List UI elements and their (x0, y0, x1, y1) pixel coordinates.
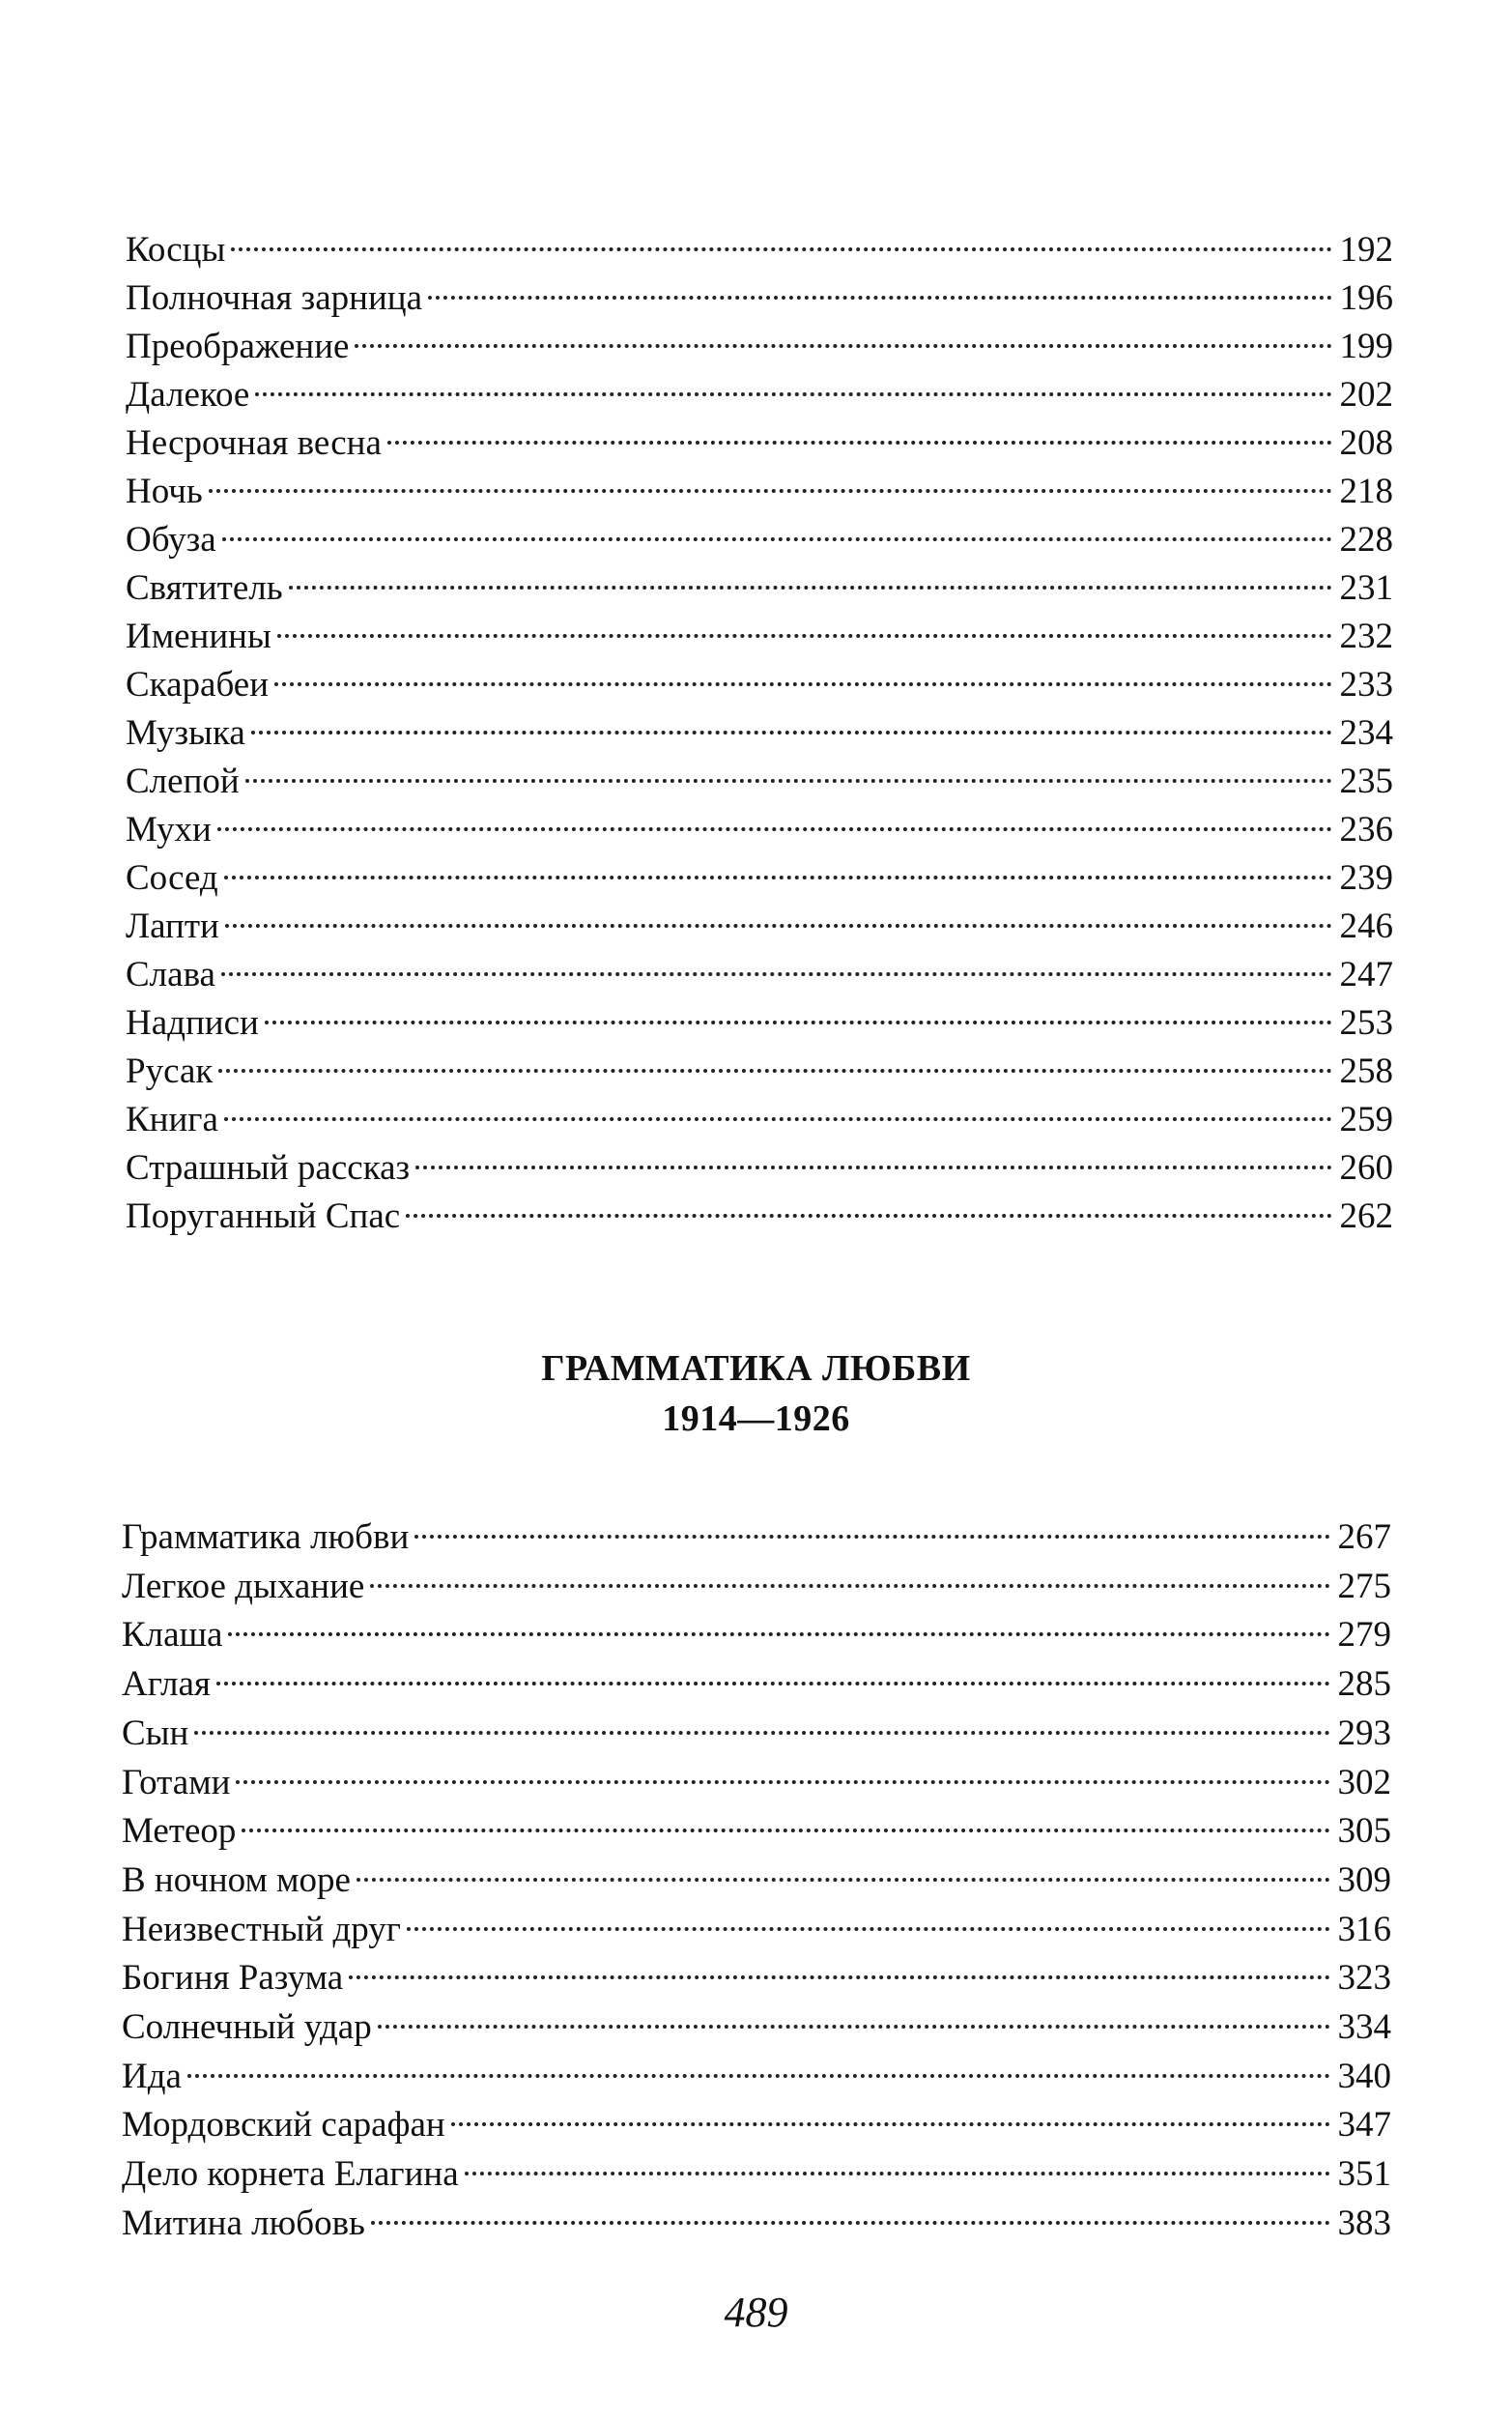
toc-entry (126, 841, 1393, 898)
dot-leader (265, 986, 1332, 1034)
toc-entry-title: Сосед (126, 858, 218, 898)
toc-entry-title: Музыка (126, 713, 245, 753)
toc-entry-title: Грамматика любви (122, 1517, 410, 1557)
toc-entry-title: Обуза (126, 520, 216, 560)
toc-entry-title: Надписи (126, 1003, 259, 1043)
toc-entry-page: 262 (1339, 1196, 1393, 1236)
toc-entry (122, 1843, 1391, 1900)
toc-entry-page: 347 (1337, 2105, 1391, 2146)
toc-entry-page: 323 (1337, 1958, 1391, 1999)
toc-entry-page: 305 (1337, 1811, 1391, 1852)
dot-leader (225, 889, 1332, 937)
toc-entry (122, 2039, 1391, 2096)
dot-leader (242, 1794, 1329, 1842)
toc-entry (122, 1647, 1391, 1705)
dot-leader (414, 1500, 1329, 1548)
toc-entry-title: Мухи (126, 810, 212, 850)
dot-leader (407, 1892, 1330, 1941)
toc-entry (122, 1549, 1391, 1606)
toc-entry-page: 275 (1337, 1566, 1391, 1606)
dot-leader (289, 551, 1332, 599)
toc-entry-page: 383 (1337, 2203, 1391, 2243)
dot-leader (209, 454, 1332, 503)
toc-entry-page: 293 (1337, 1713, 1391, 1753)
toc-entry-page: 228 (1339, 520, 1393, 560)
toc-entry (126, 261, 1393, 318)
toc-entry-title: Богиня Разума (122, 1958, 344, 1999)
toc-entry (126, 1131, 1393, 1188)
dot-leader (277, 599, 1332, 648)
toc-entry (126, 696, 1393, 753)
dot-leader (217, 792, 1332, 841)
toc-entry-page: 196 (1339, 278, 1393, 318)
toc-entry (122, 1892, 1391, 1949)
toc-entry-page: 258 (1339, 1052, 1393, 1091)
toc-entry (122, 2088, 1391, 2146)
dot-leader (387, 406, 1332, 454)
dot-leader (428, 261, 1331, 309)
toc-entry (126, 406, 1393, 463)
dot-leader (274, 648, 1332, 696)
toc-entry-title: Косцы (126, 230, 226, 270)
toc-entry (122, 1598, 1391, 1656)
section-years: 1914—1926 (662, 1398, 850, 1439)
toc-entry-page: 279 (1337, 1615, 1391, 1656)
toc-entry (122, 1794, 1391, 1852)
toc-entry-title: Сын (122, 1713, 189, 1753)
dot-leader (221, 937, 1332, 986)
toc-entry-page: 309 (1337, 1859, 1391, 1900)
toc-entry-title: Лапти (126, 907, 219, 946)
toc-entry (122, 2137, 1391, 2195)
toc-entry-title: Преображение (126, 327, 350, 366)
toc-entry-page: 192 (1339, 230, 1393, 270)
toc-entry (122, 1500, 1391, 1557)
toc-entry-page: 351 (1337, 2154, 1391, 2195)
dot-leader (251, 696, 1332, 744)
toc-entry (126, 358, 1393, 415)
toc-entry-title: Страшный рассказ (126, 1148, 411, 1188)
dot-leader (451, 2088, 1330, 2136)
toc-entry (122, 1941, 1391, 1999)
toc-entry-page: 267 (1337, 1517, 1391, 1557)
section-title: ГРАММАТИКА ЛЮБВИ (541, 1348, 971, 1389)
toc-entry-title: Слава (126, 955, 215, 994)
toc-entry-title: Русак (126, 1052, 214, 1091)
toc-entry-title: Метеор (122, 1811, 237, 1852)
dot-leader (194, 1696, 1329, 1744)
dot-leader (357, 1843, 1330, 1891)
dot-leader (406, 1179, 1331, 1227)
toc-entry-title: Скарабеи (126, 665, 269, 705)
toc-entry-title: Ночь (126, 472, 203, 511)
dot-leader (187, 2039, 1330, 2088)
dot-leader (224, 1082, 1332, 1131)
toc-entry-title: Митина любовь (122, 2203, 365, 2243)
toc-entry-page: 253 (1339, 1003, 1393, 1043)
toc-entry-page: 208 (1339, 423, 1393, 463)
toc-entry-page: 232 (1339, 617, 1393, 656)
toc-entry-title: Готами (122, 1762, 231, 1802)
dot-leader (216, 1647, 1330, 1695)
toc-entry-page: 234 (1339, 713, 1393, 753)
toc-entry (126, 1179, 1393, 1236)
dot-leader (222, 503, 1332, 551)
dot-leader (371, 2186, 1330, 2234)
toc-entry-title: Неизвестный друг (122, 1909, 401, 1949)
toc-entry-title: Дело корнета Елагина (122, 2154, 459, 2195)
toc-entry-page: 334 (1337, 2007, 1391, 2047)
toc-entry-page: 302 (1337, 1762, 1391, 1802)
toc-entry (122, 2186, 1391, 2243)
toc-entry-page: 236 (1339, 810, 1393, 850)
toc-entry-title: Далекое (126, 375, 250, 415)
dot-leader (228, 1598, 1329, 1646)
dot-leader (355, 309, 1331, 358)
toc-entry (126, 648, 1393, 705)
toc-entry-title: Слепой (126, 762, 240, 801)
page-number: 489 (724, 2289, 788, 2336)
toc-entry-title: Солнечный удар (122, 2007, 372, 2047)
toc-entry (122, 1990, 1391, 2047)
toc-entry-page: 285 (1337, 1664, 1391, 1705)
toc-entry-page: 231 (1339, 568, 1393, 608)
toc-entry (122, 1745, 1391, 1802)
dot-leader (218, 1034, 1331, 1082)
dot-leader (415, 1131, 1331, 1179)
dot-leader (236, 1745, 1329, 1794)
toc-entry-title: Легкое дыхание (122, 1566, 365, 1606)
toc-entry-title: Именины (126, 617, 271, 656)
toc-entry (126, 744, 1393, 801)
toc-entry-page: 233 (1339, 665, 1393, 705)
toc-entry (126, 937, 1393, 994)
toc-entry-page: 259 (1339, 1100, 1393, 1139)
toc-entry-page: 246 (1339, 907, 1393, 946)
dot-leader (370, 1549, 1329, 1598)
toc-entry (126, 454, 1393, 511)
toc-entry-title: Аглая (122, 1664, 211, 1705)
toc-entry-page: 316 (1337, 1909, 1391, 1949)
dot-leader (231, 213, 1331, 261)
toc-entry-title: Мордовский сарафан (122, 2105, 445, 2146)
toc-entry-page: 247 (1339, 955, 1393, 994)
toc-entry-title: Несрочная весна (126, 423, 382, 463)
toc-entry-title: Святитель (126, 568, 283, 608)
toc-entry (126, 1082, 1393, 1139)
toc-entry (126, 599, 1393, 656)
toc-entry-title: Книга (126, 1100, 218, 1139)
toc-entry (126, 551, 1393, 608)
toc-entry-page: 260 (1339, 1148, 1393, 1188)
dot-leader (224, 841, 1332, 889)
toc-entry-page: 218 (1339, 472, 1393, 511)
toc-entry-page: 199 (1339, 327, 1393, 366)
dot-leader (349, 1941, 1329, 1989)
toc-entry (126, 986, 1393, 1043)
toc-entry-page: 202 (1339, 375, 1393, 415)
toc-entry-title: Клаша (122, 1615, 223, 1656)
toc-entry-title: Поруганный Спас (126, 1196, 401, 1236)
toc-entry (126, 309, 1393, 366)
dot-leader (378, 1990, 1330, 2038)
toc-entry-page: 239 (1339, 858, 1393, 898)
toc-entry-title: Ида (122, 2056, 182, 2096)
toc-entry (126, 213, 1393, 270)
toc-entry-page: 340 (1337, 2056, 1391, 2096)
dot-leader (465, 2137, 1330, 2185)
toc-entry (126, 1034, 1393, 1091)
toc-entry (126, 503, 1393, 560)
toc-entry-page: 235 (1339, 762, 1393, 801)
toc-entry-title: Полночная зарница (126, 278, 423, 318)
toc-entry (126, 889, 1393, 946)
dot-leader (245, 744, 1332, 792)
toc-entry (126, 792, 1393, 850)
toc-entry-title: В ночном море (122, 1859, 351, 1900)
dot-leader (255, 358, 1331, 406)
toc-entry (122, 1696, 1391, 1753)
